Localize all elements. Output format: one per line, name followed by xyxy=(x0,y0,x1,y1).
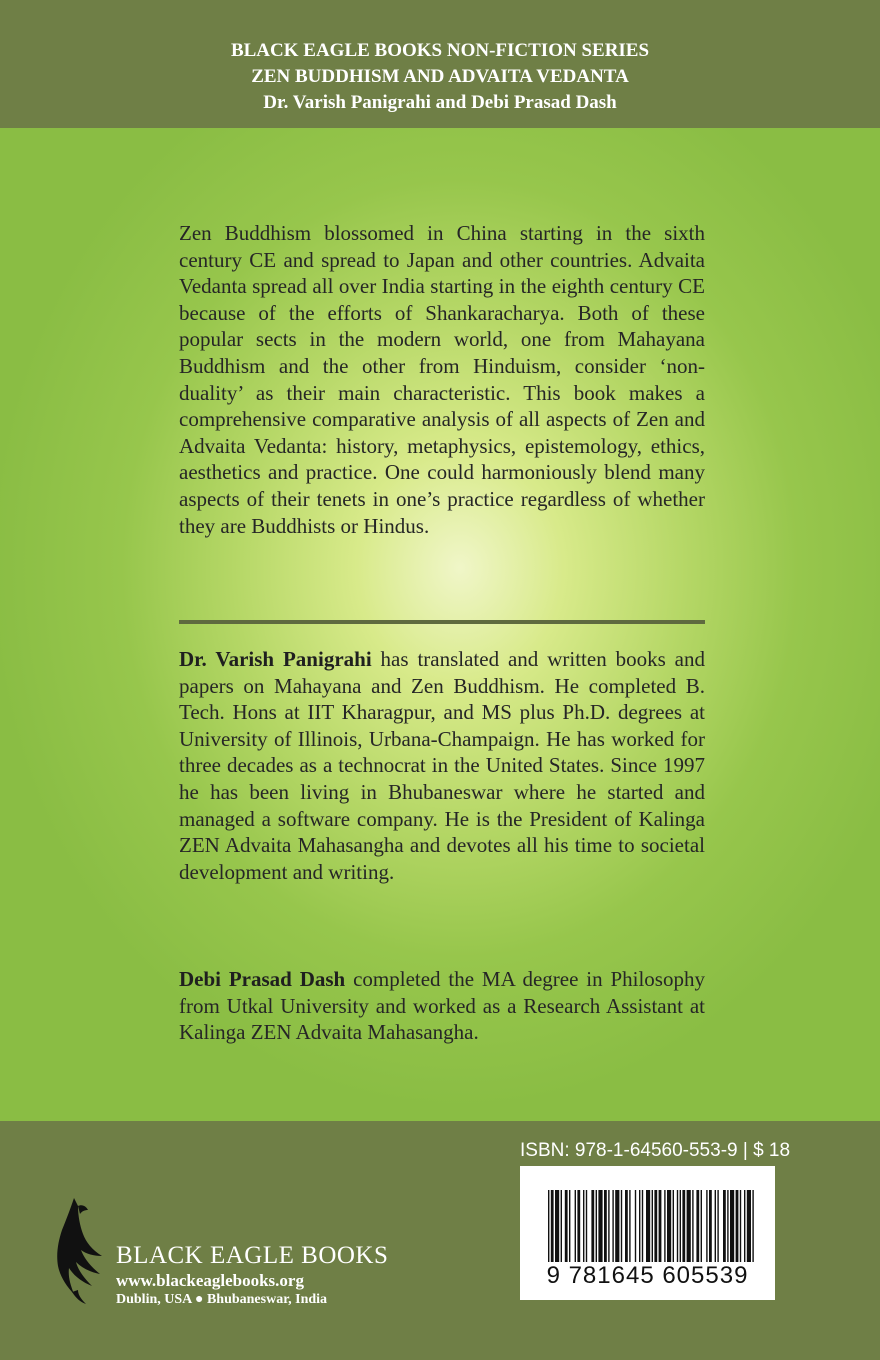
author-bio-panigrahi xyxy=(179,646,705,885)
barcode-digits: 9 781645 605539 xyxy=(546,1262,749,1289)
author-bio-dash xyxy=(179,966,705,1046)
author-name-dash: Debi Prasad Dash xyxy=(179,967,346,991)
isbn-price: ISBN: 978-1-64560-553-9 | $ 18 xyxy=(520,1140,791,1161)
authors-line: Dr. Varish Panigrahi and Debi Prasad Dash xyxy=(263,92,617,113)
series-title: BLACK EAGLE BOOKS NON-FICTION SERIES xyxy=(230,40,650,61)
barcode-bars-icon xyxy=(520,1166,775,1266)
author-bio-text-panigrahi: has translated and written books and papers on Mahayana and Zen Buddhism. He completed B. Tech. Hons at IIT Kharagpur, and MS plus Ph.D. degrees at University of Illinois, Urbana-Champaign. He has worked for three decades as a technocrat in the United States. Since 1997 he has been living in Bhubaneswar where he started and managed a software company. He is the President of Kalinga ZEN Advaita Mahasangha and devotes all his time to societal development and writing. xyxy=(179,647,705,884)
eagle-logo-icon xyxy=(52,1196,108,1306)
author-name-panigrahi: Dr. Varish Panigrahi xyxy=(179,647,372,671)
author-bio-text-dash: completed the MA degree in Philosophy from Utkal University and worked as a Research Assistant at Kalinga ZEN Advaita Mahasangha. xyxy=(179,967,705,1045)
section-divider xyxy=(179,620,705,624)
book-blurb: Zen Buddhism blossomed in China starting in the sixth century CE and spread to Japan and other countries. Advaita Vedanta spread all over India starting in the eighth century CE because of the efforts of Shankaracharya. Both of these popular sects in the modern world, one from Mahayana Buddhism and the other from Hinduism, consider ‘non-duality’ as their main characteristic. This book makes a comprehensive comparative analysis of all aspects of Zen and Advaita Vedanta: history, metaphysics, epistemology, ethics, aesthetics and practice. One could harmoniously blend many aspects of their tenets in one’s practice regardless of whether they are Buddhists or Hindus. xyxy=(179,221,705,538)
barcode xyxy=(520,1166,775,1300)
publisher-name: BLACK EAGLE BOOKS xyxy=(116,1242,389,1269)
cover-header xyxy=(0,0,880,128)
book-title: ZEN BUDDHISM AND ADVAITA VEDANTA xyxy=(251,66,629,87)
publisher-url[interactable]: www.blackeaglebooks.org xyxy=(116,1271,304,1290)
publisher-locations: Dublin, USA ● Bhubaneswar, India xyxy=(116,1292,328,1307)
